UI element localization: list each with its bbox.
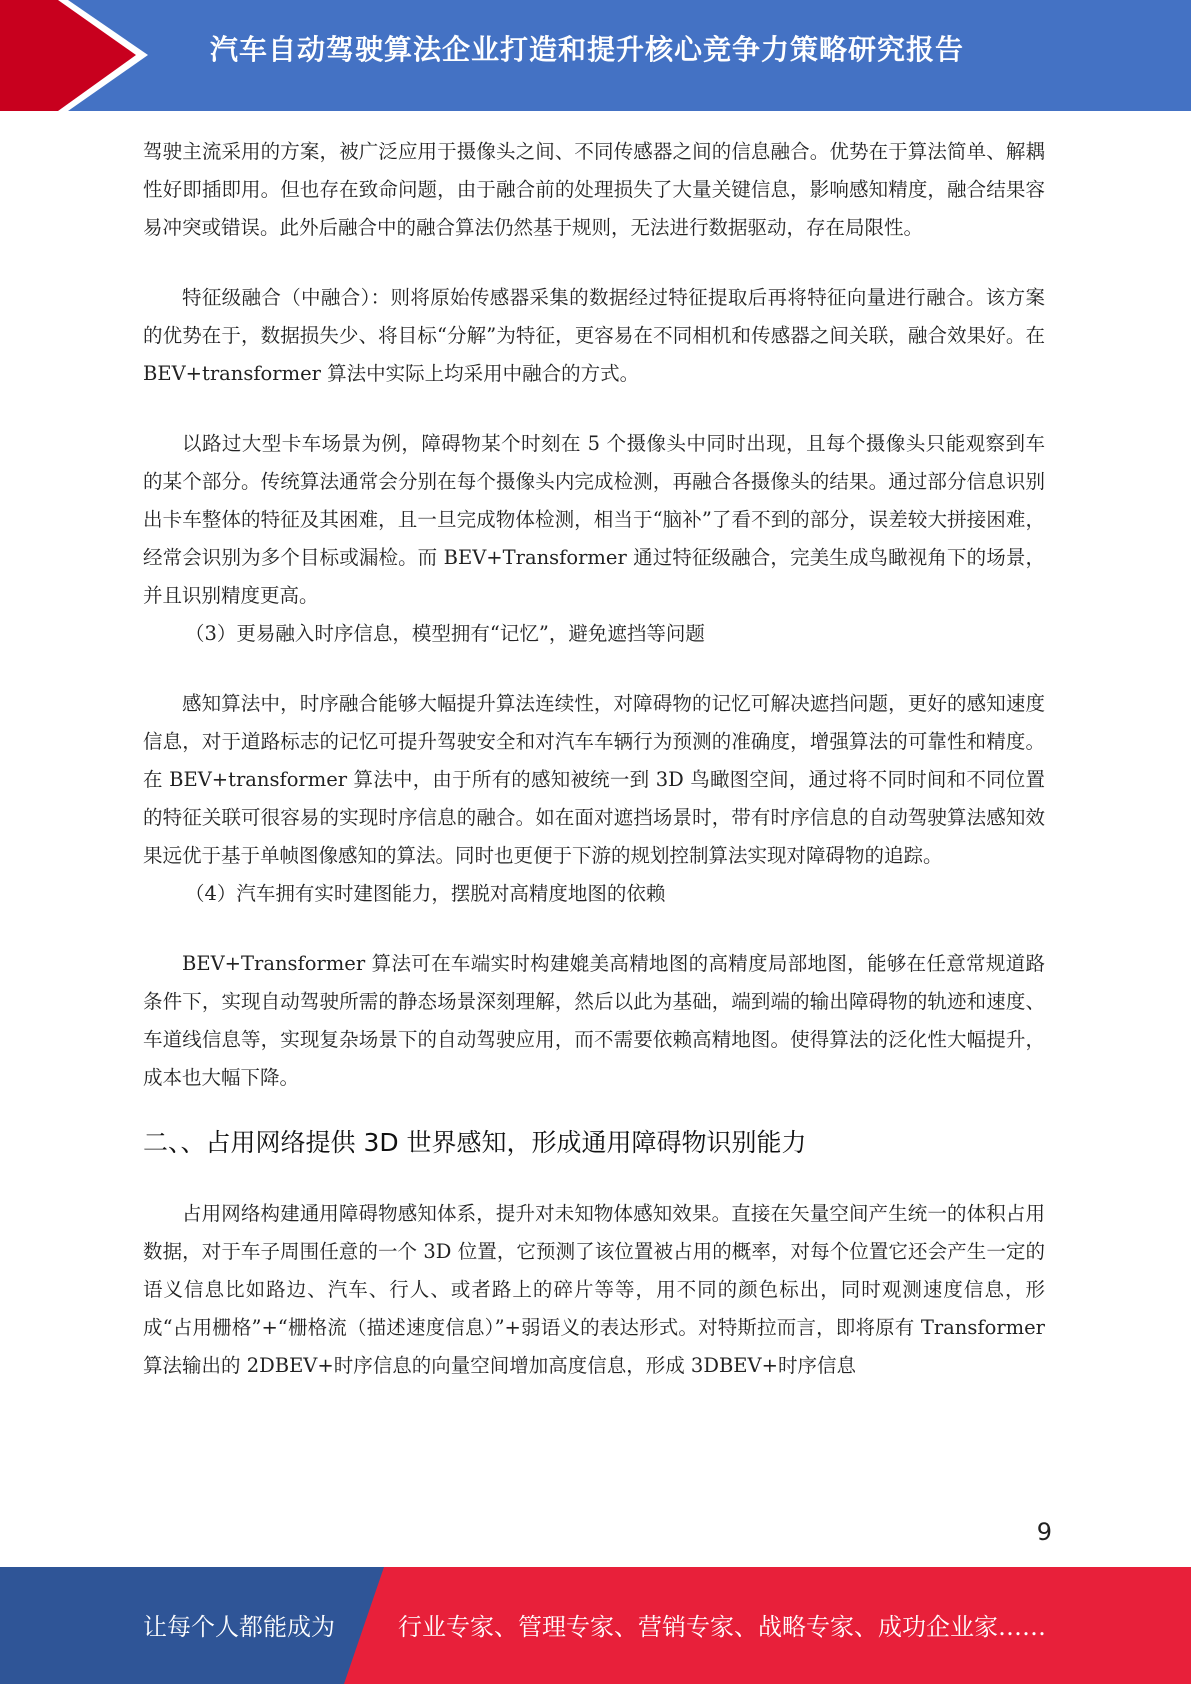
document-body bbox=[143, 133, 1045, 1385]
paragraph-truck-example: 以路过大型卡车场景为例，障碍物某个时刻在 5 个摄像头中同时出现，且每个摄像头只能观察到车的某个部分。传统算法通常会分别在每个摄像头内完成检测，再融合各摄像头的结果。通过部分信息识别出卡车整体的特征及其困难，且一旦完成物体检测，相当于“脑补”了看不到的部分，误差较大拼接困难，经常会识别为多个目标或漏检。而 BEV+Transformer 通过特征级融合，完美生成鸟瞰视角下的场景，并且识别精度更高。 bbox=[143, 432, 1045, 607]
footer-slogan-left: 让每个人都能成为 bbox=[143, 1613, 335, 1641]
subheading-mapping: （4）汽车拥有实时建图能力，摆脱对高精度地图的依赖 bbox=[185, 882, 666, 905]
red-chevron-icon bbox=[0, 0, 160, 111]
page-footer bbox=[0, 1567, 1191, 1684]
paragraph-occupancy-network: 占用网络构建通用障碍物感知体系，提升对未知物体感知效果。直接在矢量空间产生统一的体积占用数据，对于车子周围任意的一个 3D 位置，它预测了该位置被占用的概率，对每个位置它还会产生一定的语义信息比如路边、汽车、行人、或者路上的碎片等等，用不同的颜色标出，同时观测速度信息，形成“占用栅格”+“栅格流（描述速度信息）”+弱语义的表达形式。对特斯拉而言，即将原有 Transformer 算法输出的 2DBEV+时序信息的向量空间增加高度信息，形成 3DBEV+时序信息 bbox=[143, 1202, 1045, 1377]
footer-slogan-right: 行业专家、管理专家、营销专家、战略专家、成功企业家…… bbox=[398, 1613, 1046, 1641]
section-heading-occupancy: 二、、占用网络提供 3D 世界感知，形成通用障碍物识别能力 bbox=[143, 1128, 807, 1157]
page-number: 9 bbox=[1036, 1518, 1052, 1546]
paragraph-realtime-mapping: BEV+Transformer 算法可在车端实时构建媲美高精地图的高精度局部地图，能够在任意常规道路条件下，实现自动驾驶所需的静态场景深刻理解，然后以此为基础，端到端的输出障碍物的轨迹和速度、车道线信息等，实现复杂场景下的自动驾驶应用，而不需要依赖高精地图。使得算法的泛化性大幅提升，成本也大幅下降。 bbox=[143, 952, 1045, 1089]
page-header bbox=[0, 0, 1191, 111]
report-title: 汽车自动驾驶算法企业打造和提升核心竞争力策略研究报告 bbox=[210, 33, 965, 66]
subheading-temporal: （3）更易融入时序信息，模型拥有“记忆”，避免遮挡等问题 bbox=[185, 622, 705, 645]
paragraph-fusion-late: 驾驶主流采用的方案，被广泛应用于摄像头之间、不同传感器之间的信息融合。优势在于算法简单、解耦性好即插即用。但也存在致命问题，由于融合前的处理损失了大量关键信息，影响感知精度，融合结果容易冲突或错误。此外后融合中的融合算法仍然基于规则，无法进行数据驱动，存在局限性。 bbox=[143, 140, 1045, 239]
paragraph-feature-fusion: 特征级融合（中融合）：则将原始传感器采集的数据经过特征提取后再将特征向量进行融合。该方案的优势在于，数据损失少、将目标“分解”为特征，更容易在不同相机和传感器之间关联，融合效果好。在 BEV+transformer 算法中实际上均采用中融合的方式。 bbox=[143, 286, 1045, 385]
paragraph-temporal-fusion: 感知算法中，时序融合能够大幅提升算法连续性，对障碍物的记忆可解决遮挡问题，更好的感知速度信息，对于道路标志的记忆可提升驾驶安全和对汽车车辆行为预测的准确度，增强算法的可靠性和精度。在 BEV+transformer 算法中，由于所有的感知被统一到 3D 鸟瞰图空间，通过将不同时间和不同位置的特征关联可很容易的实现时序信息的融合。如在面对遮挡场景时，带有时序信息的自动驾驶算法感知效果远优于基于单帧图像感知的算法。同时也更便于下游的规划控制算法实现对障碍物的追踪。 bbox=[143, 692, 1045, 867]
